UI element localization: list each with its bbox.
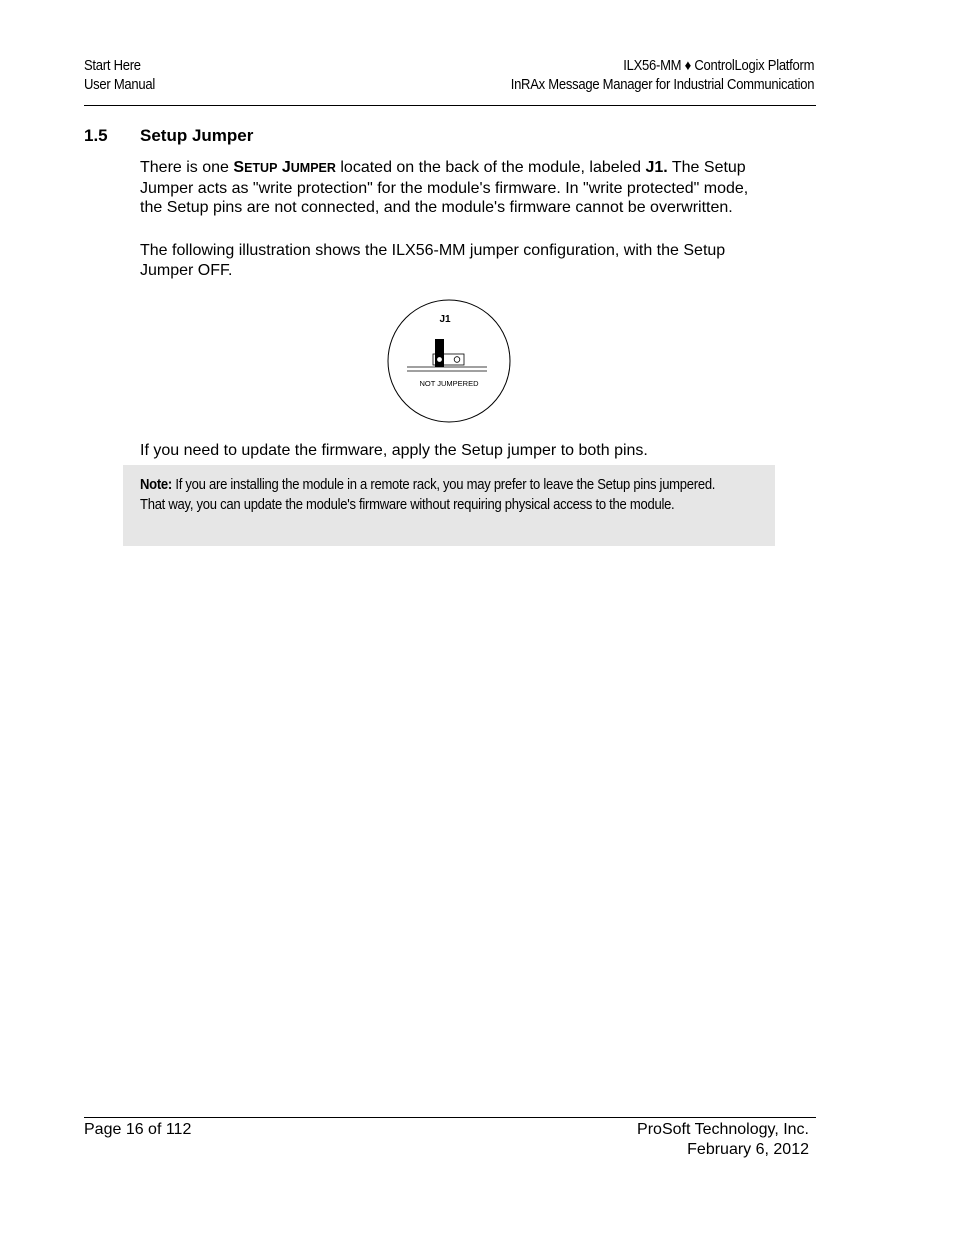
header-product: ILX56-MM ♦ ControlLogix Platform [623,58,814,74]
footer-right [637,1120,809,1159]
footer-rule [84,1117,816,1118]
footer-page-number: Page 16 of 112 [84,1121,192,1138]
jumper-block [435,339,444,367]
header-right [511,57,814,95]
footer-company: ProSoft Technology, Inc. [637,1121,809,1138]
header-left [84,57,155,95]
pin-2 [454,357,460,363]
header-rule [84,105,816,106]
jumper-diagram [385,297,513,425]
small-caps-setup-initial: S [233,159,245,176]
illustration-paragraph: The following illustration shows the ILX56-MM jumper configuration, with the Setup Jumper OFF. [140,242,726,279]
header-doc-type: User Manual [84,77,156,93]
intro-paragraph [140,158,760,218]
section-title: Setup Jumper [140,126,254,145]
footer-date: February 6, 2012 [687,1140,809,1158]
pin-1 [437,357,443,363]
header-doc-section: Start Here [84,58,141,74]
small-caps-jumper-initial: J [281,159,291,176]
intro-text-middle: located on the back of the module, labeled [335,159,646,176]
diagram-caption: NOT JUMPERED [419,379,479,388]
update-paragraph: If you need to update the firmware, apply the Setup jumper to both pins. [140,442,648,459]
intro-text-before: There is one [140,159,234,176]
note-text [140,476,716,515]
jumper-label: J1. [645,159,668,176]
diagram-j1-label: J1 [439,314,451,325]
small-caps-setup-rest: ETUP [244,161,278,175]
note-body: If you are installing the module in a remote rack, you may prefer to leave the Setup pins jumpered. That way, you can update the module's firmware without requiring physical access to the module. [140,477,716,513]
header-product-description: InRAx Message Manager for Industrial Communication [510,77,814,93]
small-caps-jumper-rest: UMPER [290,161,336,175]
note-label: Note: [140,477,173,493]
intro-text-after: The Setup Jumper acts as "write protection" for the module's firmware. In "write protected" mode, the Setup pins are not connected, and the module's firmware cannot be overwritten. [140,159,749,216]
section-number: 1.5 [84,126,108,145]
